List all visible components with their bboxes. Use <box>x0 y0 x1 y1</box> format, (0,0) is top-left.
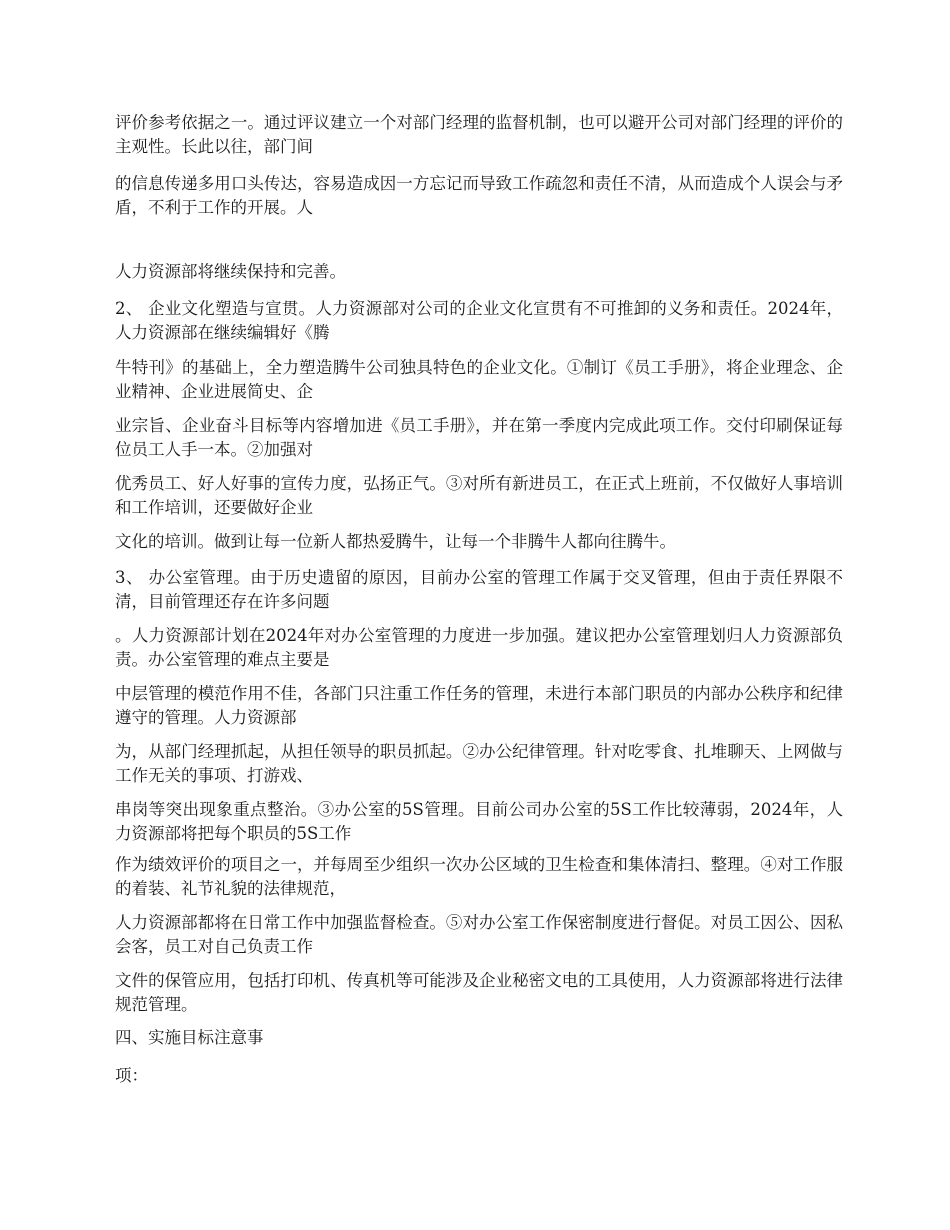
paragraph-3: 人力资源部将继续保持和完善。 <box>115 262 346 281</box>
paragraph-7: 优秀员工、好人好事的宣传力度，弘扬正气。③对所有新进员工，在正式上班前，不仅做好人事培训和工作培训，还要做好企业 <box>115 474 843 517</box>
paragraph-2: 的信息传递多用口头传达，容易造成因一方忘记而导致工作疏忽和责任不清，从而造成个人误会与矛盾，不利于工作的开展。人 <box>115 174 843 217</box>
paragraph-11: 中层管理的模范作用不佳，各部门只注重工作任务的管理，未进行本部门职员的内部办公秩序和纪律遵守的管理。人力资源部 <box>115 684 843 727</box>
paragraph-5: 牛特刊》的基础上，全力塑造腾牛公司独具特色的企业文化。①制订《员工手册》，将企业理念、企业精神、企业进展简史、企 <box>115 358 843 401</box>
paragraph-8: 文化的培训。做到让每一位新人都热爱腾牛，让每一个非腾牛人都向往腾牛。 <box>115 532 676 551</box>
paragraph-1: 评价参考依据之一。通过评议建立一个对部门经理的监督机制，也可以避开公司对部门经理的评价的主观性。长此以往，部门间 <box>115 113 843 156</box>
paragraph-12: 为，从部门经理抓起，从担任领导的职员抓起。②办公纪律管理。针对吃零食、扎堆聊天、上网做与工作无关的事项、打游戏、 <box>115 742 843 785</box>
paragraph-15: 人力资源部都将在日常工作中加强监督检查。⑤对办公室工作保密制度进行督促。对员工因公、因私会客，员工对自己负责工作 <box>115 913 843 956</box>
paragraph-17: 四、实施目标注意事 <box>115 1028 264 1047</box>
paragraph-16: 文件的保管应用，包括打印机、传真机等可能涉及企业秘密文电的工具使用，人力资源部将进行法律规范管理。 <box>115 971 843 1014</box>
paragraph-10: 。人力资源部计划在2024年对办公室管理的力度进一步加强。建议把办公室管理划归人力资源部负责。办公室管理的难点主要是 <box>115 626 843 669</box>
paragraph-9: 3、 办公室管理。由于历史遗留的原因，目前办公室的管理工作属于交叉管理，但由于责任界限不清，目前管理还存在许多问题 <box>115 568 843 611</box>
paragraph-6: 业宗旨、企业奋斗目标等内容增加进《员工手册》，并在第一季度内完成此项工作。交付印刷保证每位员工人手一本。②加强对 <box>115 416 843 459</box>
paragraph-18: 项： <box>115 1066 148 1085</box>
paragraph-13: 串岗等突出现象重点整治。③办公室的5S管理。目前公司办公室的5S工作比较薄弱，2024年，人力资源部将把每个职员的5S工作 <box>115 800 843 843</box>
paragraph-14: 作为绩效评价的项目之一，并每周至少组织一次办公区域的卫生检查和集体清扫、整理。④对工作服的着装、礼节礼貌的法律规范， <box>115 855 843 898</box>
paragraph-4: 2、 企业文化塑造与宣贯。人力资源部对公司的企业文化宣贯有不可推卸的义务和责任。2024年，人力资源部在继续编辑好《腾 <box>115 299 843 342</box>
